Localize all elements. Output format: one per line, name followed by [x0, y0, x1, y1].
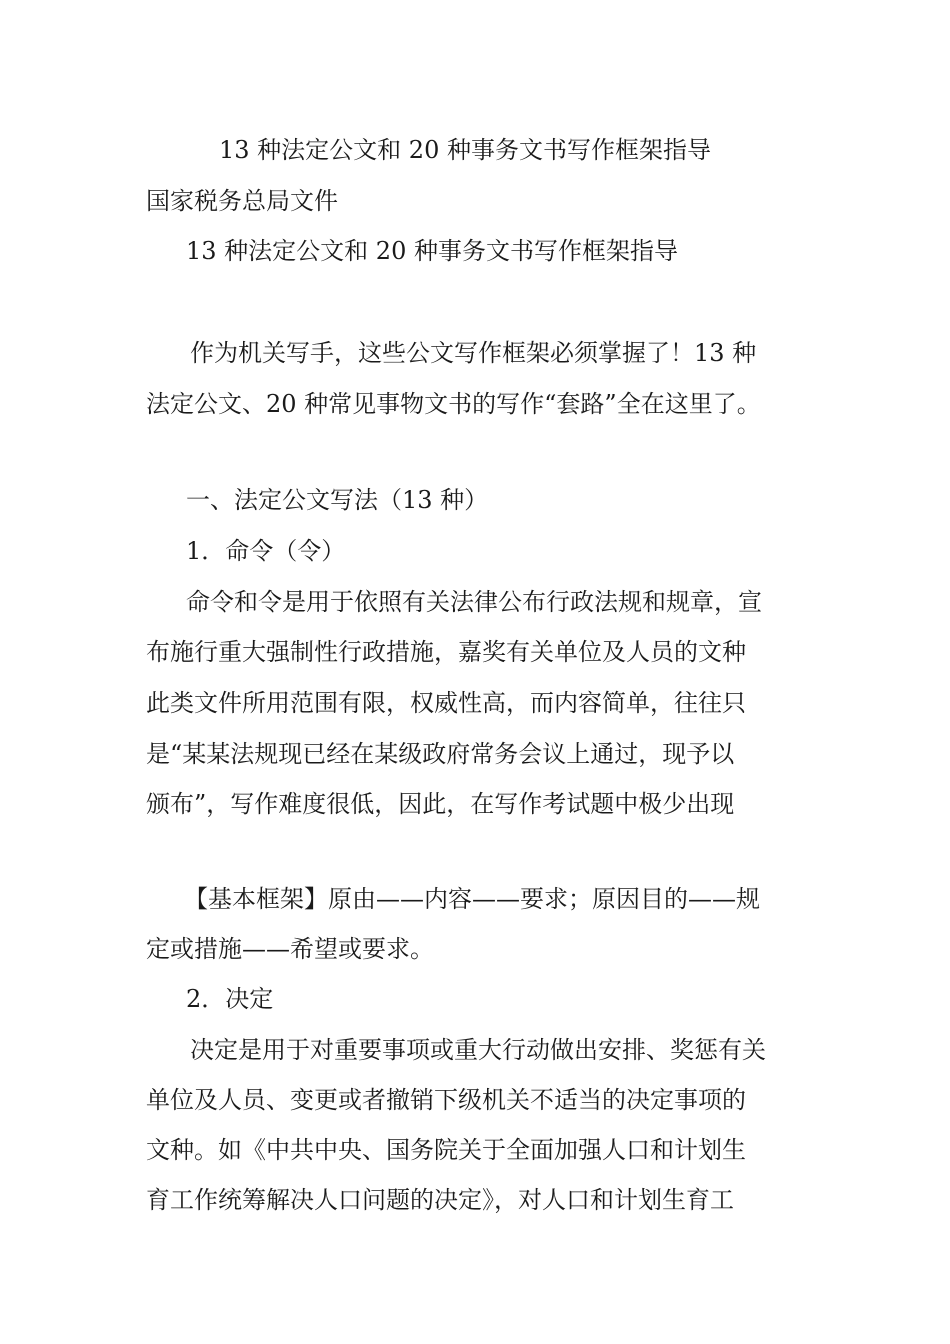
- document-title: 13 种法定公文和 20 种事务文书写作框架指导: [219, 136, 711, 164]
- item-1-framework-line-1: 【基本框架】原由——内容——要求；原因目的——规: [184, 885, 760, 913]
- item-1-paragraph-line-4: 是“某某法规现已经在某级政府常务会议上通过，现予以: [146, 740, 735, 768]
- item-2-paragraph-line-1: 决定是用于对重要事项或重大行动做出安排、奖惩有关: [190, 1036, 766, 1064]
- item-2-paragraph-line-4: 育工作统筹解决人口问题的决定》，对人口和计划生育工: [146, 1186, 734, 1214]
- item-2-paragraph-line-3: 文种。如《中共中央、国务院关于全面加强人口和计划生: [146, 1136, 746, 1164]
- item-1-paragraph-line-3: 此类文件所用范围有限，权威性高，而内容简单，往往只: [146, 689, 746, 717]
- document-subtitle: 13 种法定公文和 20 种事务文书写作框架指导: [186, 237, 678, 265]
- item-1-framework-line-2: 定或措施——希望或要求。: [146, 935, 434, 963]
- intro-line-1: 作为机关写手，这些公文写作框架必须掌握了！13 种: [190, 339, 757, 367]
- item-1-paragraph-line-1: 命令和令是用于依照有关法律公布行政法规和规章，宣: [186, 588, 762, 616]
- item-2-heading: 2．决定: [186, 985, 274, 1013]
- item-1-paragraph-line-2: 布施行重大强制性行政措施，嘉奖有关单位及人员的文种: [146, 638, 746, 666]
- issuer-line: 国家税务总局文件: [146, 187, 338, 215]
- intro-line-2: 法定公文、20 种常见事物文书的写作“套路”全在这里了。: [146, 390, 761, 418]
- item-1-heading: 1．命令（令）: [186, 537, 346, 565]
- section-heading: 一、法定公文写法（13 种）: [186, 486, 489, 514]
- item-2-paragraph-line-2: 单位及人员、变更或者撤销下级机关不适当的决定事项的: [146, 1086, 746, 1114]
- item-1-paragraph-line-5: 颁布”，写作难度很低，因此，在写作考试题中极少出现: [146, 790, 735, 818]
